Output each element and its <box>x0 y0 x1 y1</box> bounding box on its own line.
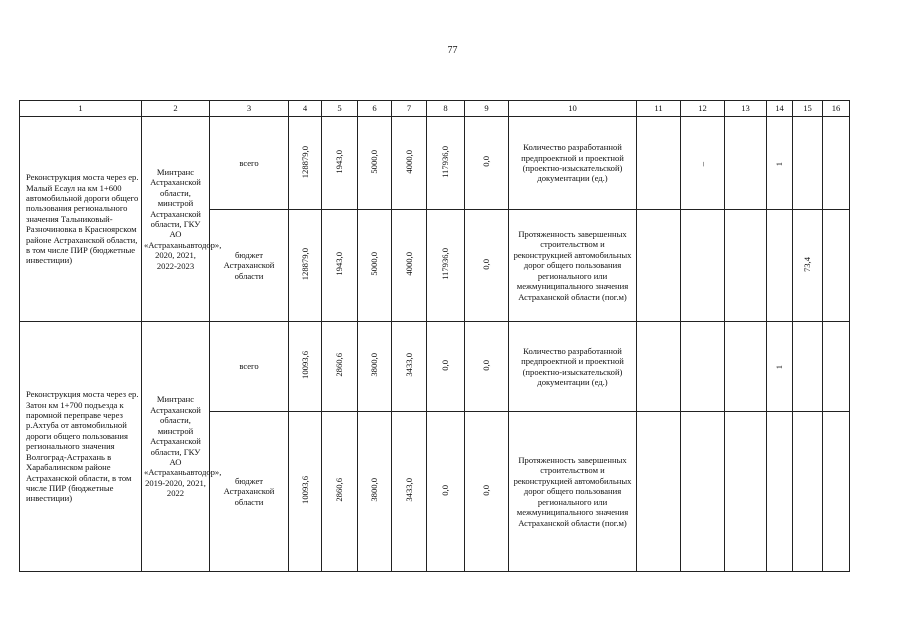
indicator-value: 1 <box>767 322 793 412</box>
year-value <box>427 117 465 210</box>
year-value-text: 4000,0 <box>403 149 414 174</box>
year-value: 4000,0 <box>392 210 427 322</box>
year-value-text: 1943,0 <box>334 149 345 174</box>
year-value: 0,0 <box>427 322 465 412</box>
indicator-value <box>793 117 823 210</box>
year-value: 0,0 <box>465 322 509 412</box>
total-value: 128879,0 <box>289 210 322 322</box>
indicator-value: 1 <box>767 117 793 210</box>
indicator-value: – <box>681 117 725 210</box>
year-value: 3800,0 <box>358 412 392 572</box>
indicator-value <box>681 412 725 572</box>
indicator-name: Протяженность завершенных строительством и реконструкцией автомобильных дорог общего пользования регионального или межмуниципального значения Астраханской области (пог.м) <box>509 210 637 322</box>
col-header: 15 <box>793 101 823 117</box>
year-value-text: 5000,0 <box>369 149 380 174</box>
indicator-name: Количество разработанной предпроектной и проектной (проектно-изыскательской) документации (ед.) <box>509 322 637 412</box>
year-value: 3433,0 <box>392 322 427 412</box>
indicator-value <box>725 412 767 572</box>
total-value-text: 128879,0 <box>299 145 310 178</box>
year-value <box>392 117 427 210</box>
year-value <box>465 117 509 210</box>
indicator-value <box>637 322 681 412</box>
col-header: 11 <box>637 101 681 117</box>
indicator-value <box>823 322 850 412</box>
col-header: 14 <box>767 101 793 117</box>
col-header: 12 <box>681 101 725 117</box>
indicator-value <box>767 210 793 322</box>
project-organization: Минтранс Астраханской области, минстрой Астраханской области, ГКУ АО «Астраханьавтодор», 2020, 2021, 2022-2023 <box>142 117 210 322</box>
col-header: 2 <box>142 101 210 117</box>
indicator-value <box>823 412 850 572</box>
project-description: Реконструкция моста через ер. Затон км 1+700 подъезда к паромной переправе через р.Ахтуба от автомобильной дороги общего пользования регионального значения Волгоград-Астрахань в Харабалинском районе Астраханской области, в том числе ПИР (бюджетные инвестиции) <box>20 322 142 572</box>
indicator-name: Протяженность завершенных строительством и реконструкцией автомобильных дорог общего пользования регионального или межмуниципального значения Астраханской области (пог.м) <box>509 412 637 572</box>
col-header: 4 <box>289 101 322 117</box>
table-row <box>20 117 850 210</box>
indicator-value <box>725 322 767 412</box>
year-value: 1943,0 <box>322 210 358 322</box>
year-value-text: 117936,0 <box>440 145 451 178</box>
col-header: 5 <box>322 101 358 117</box>
indicator-name: Количество разработанной предпроектной и проектной (проектно-изыскательской) документации (ед.) <box>509 117 637 210</box>
col-header: 13 <box>725 101 767 117</box>
year-value: 2860,6 <box>322 322 358 412</box>
year-value: 5000,0 <box>358 210 392 322</box>
header-row <box>20 101 850 117</box>
table-row <box>20 322 850 412</box>
funding-source: бюджет Астраханской области <box>210 412 289 572</box>
col-header: 8 <box>427 101 465 117</box>
project-description: Реконструкция моста через ер. Малый Есаул на км 1+600 автомобильной дороги общего пользования регионального значения Тальниковый-Разночиновка в Красноярском районе Астраханской области, в том числе ПИР (бюджетные инвестиции) <box>20 117 142 322</box>
total-value: 10093,6 <box>289 412 322 572</box>
indicator-value <box>793 412 823 572</box>
project-organization: Минтранс Астраханской области, минстрой Астраханской области, ГКУ АО «Астраханьавтодор», 2019-2020, 2021, 2022 <box>142 322 210 572</box>
col-header: 7 <box>392 101 427 117</box>
funding-source: всего <box>210 322 289 412</box>
indicator-value <box>725 117 767 210</box>
year-value <box>322 117 358 210</box>
year-value <box>358 117 392 210</box>
indicator-value <box>793 322 823 412</box>
indicator-value <box>823 210 850 322</box>
indicator-value <box>681 210 725 322</box>
year-value: 0,0 <box>465 210 509 322</box>
year-value: 0,0 <box>427 412 465 572</box>
col-header: 6 <box>358 101 392 117</box>
year-value: 2860,6 <box>322 412 358 572</box>
year-value: 3433,0 <box>392 412 427 572</box>
indicator-value <box>725 210 767 322</box>
col-header: 9 <box>465 101 509 117</box>
year-value: 117936,0 <box>427 210 465 322</box>
indicator-value: 73,4 <box>793 210 823 322</box>
indicator-value <box>681 322 725 412</box>
col-header: 3 <box>210 101 289 117</box>
program-table <box>19 100 850 572</box>
indicator-value <box>823 117 850 210</box>
total-value: 10093,6 <box>289 322 322 412</box>
year-value: 3800,0 <box>358 322 392 412</box>
indicator-value <box>637 117 681 210</box>
indicator-value <box>767 412 793 572</box>
funding-source: всего <box>210 117 289 210</box>
year-value: 0,0 <box>465 412 509 572</box>
indicator-value <box>637 412 681 572</box>
indicator-value <box>637 210 681 322</box>
col-header: 16 <box>823 101 850 117</box>
col-header: 1 <box>20 101 142 117</box>
page-number: 77 <box>447 45 458 56</box>
year-value-text: 0,0 <box>481 156 492 168</box>
funding-source: бюджет Астраханской области <box>210 210 289 322</box>
col-header: 10 <box>509 101 637 117</box>
total-value <box>289 117 322 210</box>
